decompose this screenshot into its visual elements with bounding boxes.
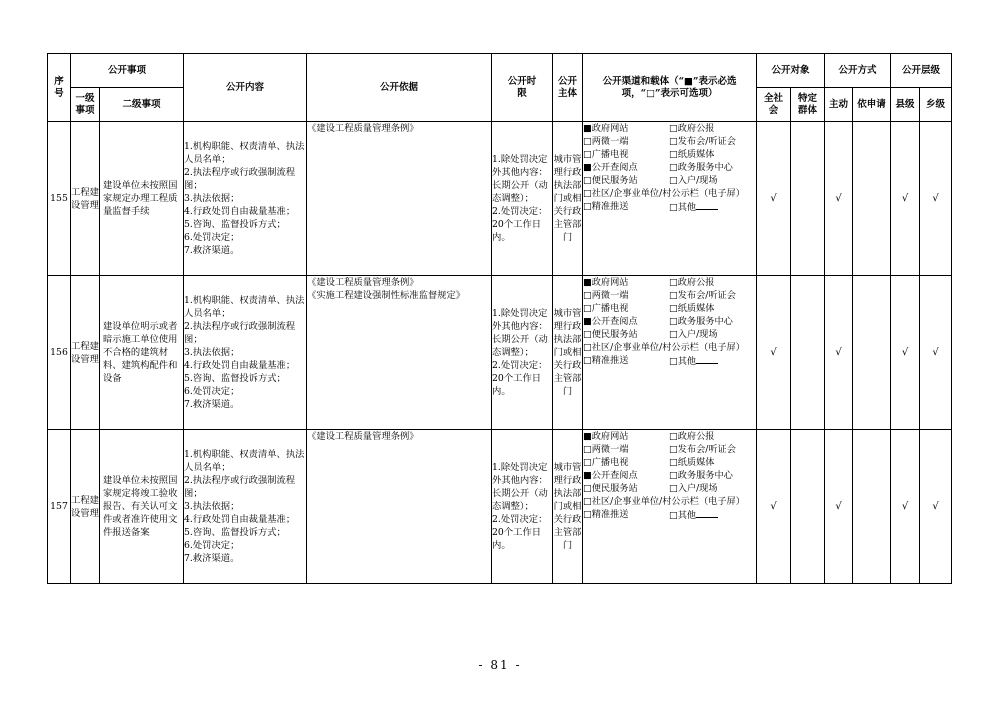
channel-item: □广播电视 xyxy=(583,457,629,468)
channel-item: □两微一端 xyxy=(583,290,629,301)
row-target-specific xyxy=(791,122,825,276)
channel-item: □发布会/听证会 xyxy=(669,290,736,301)
header-level: 公开层级 xyxy=(891,54,952,88)
channel-item: □精准推送 xyxy=(583,201,629,212)
row-time-limit: 1.除处罚决定外其他内容：长期公开（动态调整）； 2.处罚决定：20个工作日内。 xyxy=(492,122,553,276)
row-basis: 《建设工程质量管理条例》 《实施工程建设强制性标准监督规定》 xyxy=(307,276,492,430)
channel-item: □社区/企事业单位/村公示栏（电子屏） xyxy=(583,496,745,507)
row-level-township: √ xyxy=(920,122,952,276)
table-row xyxy=(48,430,952,584)
header-level1: 一级事项 xyxy=(71,88,100,122)
row-content: 1.机构职能、权责清单、执法人员名单； 2.执法程序或行政强制流程图； 3.执法依据； 4.行政处罚自由裁量基准； 5.咨询、监督投诉方式； 6.处罚决定； 7.救济渠道。 xyxy=(184,122,307,276)
row-seq: 155 xyxy=(48,122,71,276)
channel-item: □纸质媒体 xyxy=(669,457,715,468)
row-subject: 城市管理行政执法部门或相关行政主管部门 xyxy=(553,122,583,276)
channel-item: □政府公报 xyxy=(669,277,715,288)
row-channels xyxy=(583,122,757,276)
row-level-township: √ xyxy=(920,276,952,430)
channel-item: □发布会/听证会 xyxy=(669,444,736,455)
channel-item: ■政府网站 xyxy=(583,123,629,134)
row-level-county: √ xyxy=(891,430,920,584)
header-matters: 公开事项 xyxy=(71,54,184,88)
row-method-active: √ xyxy=(825,122,853,276)
row-level-township: √ xyxy=(920,430,952,584)
channel-item: □政府公报 xyxy=(669,431,715,442)
channel-item: □两微一端 xyxy=(583,444,629,455)
row-channels xyxy=(583,430,757,584)
channel-item: □便民服务站 xyxy=(583,329,638,340)
channel-item: □政务服务中心 xyxy=(669,316,733,327)
row-level1: 工程建设管理 xyxy=(71,430,100,584)
header-time-limit: 公开时限 xyxy=(492,54,553,122)
row-method-request xyxy=(853,122,891,276)
row-seq: 157 xyxy=(48,430,71,584)
row-level1: 工程建设管理 xyxy=(71,276,100,430)
header-level-township: 乡级 xyxy=(920,88,952,122)
row-method-active: √ xyxy=(825,430,853,584)
channel-item-other: □其他 xyxy=(669,200,757,214)
channel-item: □社区/企事业单位/村公示栏（电子屏） xyxy=(583,188,745,199)
channel-list xyxy=(583,122,756,214)
channel-item: □广播电视 xyxy=(583,303,629,314)
channel-item: □社区/企事业单位/村公示栏（电子屏） xyxy=(583,342,745,353)
row-content: 1.机构职能、权责清单、执法人员名单； 2.执法程序或行政强制流程图； 3.执法依据； 4.行政处罚自由裁量基准； 5.咨询、监督投诉方式； 6.处罚决定； 7.救济渠道。 xyxy=(184,276,307,430)
table-row xyxy=(48,276,952,430)
channel-item: □入户/现场 xyxy=(669,329,718,340)
header-subject: 公开主体 xyxy=(553,54,583,122)
channel-item: □精准推送 xyxy=(583,509,629,520)
header-target-all: 全社会 xyxy=(757,88,791,122)
header-method-request: 依申请 xyxy=(853,88,891,122)
channel-item: □纸质媒体 xyxy=(669,303,715,314)
channel-list xyxy=(583,430,756,522)
row-level-county: √ xyxy=(891,122,920,276)
row-target-all: √ xyxy=(757,122,791,276)
row-level2: 建设单位明示或者暗示施工单位使用不合格的建筑材料、建筑构配件和设备 xyxy=(100,276,184,430)
channel-item: □纸质媒体 xyxy=(669,149,715,160)
header-channels: 公开渠道和载体（“■”表示必选项，“□”表示可选项） xyxy=(583,54,757,122)
channel-item: ■公开查阅点 xyxy=(583,470,638,481)
row-time-limit: 1.除处罚决定外其他内容：长期公开（动态调整）； 2.处罚决定：20个工作日内。 xyxy=(492,430,553,584)
channel-item: □政务服务中心 xyxy=(669,470,733,481)
channel-item: ■政府网站 xyxy=(583,277,629,288)
row-method-request xyxy=(853,276,891,430)
channel-list xyxy=(583,276,756,368)
row-level1: 工程建设管理 xyxy=(71,122,100,276)
header-method: 公开方式 xyxy=(825,54,891,88)
channel-item: □便民服务站 xyxy=(583,175,638,186)
channel-item: □政务服务中心 xyxy=(669,162,733,173)
row-target-all: √ xyxy=(757,430,791,584)
row-content: 1.机构职能、权责清单、执法人员名单； 2.执法程序或行政强制流程图； 3.执法依据； 4.行政处罚自由裁量基准； 5.咨询、监督投诉方式； 6.处罚决定； 7.救济渠道。 xyxy=(184,430,307,584)
channel-item: □精准推送 xyxy=(583,355,629,366)
channel-item-other: □其他 xyxy=(669,354,757,368)
channel-item: □政府公报 xyxy=(669,123,715,134)
channel-item-other: □其他 xyxy=(669,508,757,522)
channel-item: □入户/现场 xyxy=(669,175,718,186)
row-subject: 城市管理行政执法部门或相关行政主管部门 xyxy=(553,276,583,430)
header-content: 公开内容 xyxy=(184,54,307,122)
row-method-active: √ xyxy=(825,276,853,430)
row-subject: 城市管理行政执法部门或相关行政主管部门 xyxy=(553,430,583,584)
header-level-county: 县级 xyxy=(891,88,920,122)
channel-item: ■公开查阅点 xyxy=(583,316,638,327)
row-basis: 《建设工程质量管理条例》 xyxy=(307,430,492,584)
row-target-specific xyxy=(791,276,825,430)
channel-item: ■政府网站 xyxy=(583,431,629,442)
header-target: 公开对象 xyxy=(757,54,825,88)
row-target-specific xyxy=(791,430,825,584)
channel-item: □两微一端 xyxy=(583,136,629,147)
table-row xyxy=(48,122,952,276)
header-basis: 公开依据 xyxy=(307,54,492,122)
row-seq: 156 xyxy=(48,276,71,430)
row-target-all: √ xyxy=(757,276,791,430)
row-channels xyxy=(583,276,757,430)
channel-item: □发布会/听证会 xyxy=(669,136,736,147)
header-target-specific: 特定群体 xyxy=(791,88,825,122)
row-basis: 《建设工程质量管理条例》 xyxy=(307,122,492,276)
channel-item: □便民服务站 xyxy=(583,483,638,494)
row-level2: 建设单位未按照国家规定将竣工验收报告、有关认可文件或者准许使用文件报送备案 xyxy=(100,430,184,584)
row-level-county: √ xyxy=(891,276,920,430)
channel-item: ■公开查阅点 xyxy=(583,162,638,173)
disclosure-table xyxy=(47,53,952,584)
header-level2: 二级事项 xyxy=(100,88,184,122)
page-number: - 81 - xyxy=(478,658,522,672)
row-method-request xyxy=(853,430,891,584)
row-level2: 建设单位未按照国家规定办理工程质量监督手续 xyxy=(100,122,184,276)
header-method-active: 主动 xyxy=(825,88,853,122)
header-seq: 序号 xyxy=(48,54,71,122)
row-time-limit: 1.除处罚决定外其他内容：长期公开（动态调整）； 2.处罚决定：20个工作日内。 xyxy=(492,276,553,430)
channel-item: □入户/现场 xyxy=(669,483,718,494)
channel-item: □广播电视 xyxy=(583,149,629,160)
